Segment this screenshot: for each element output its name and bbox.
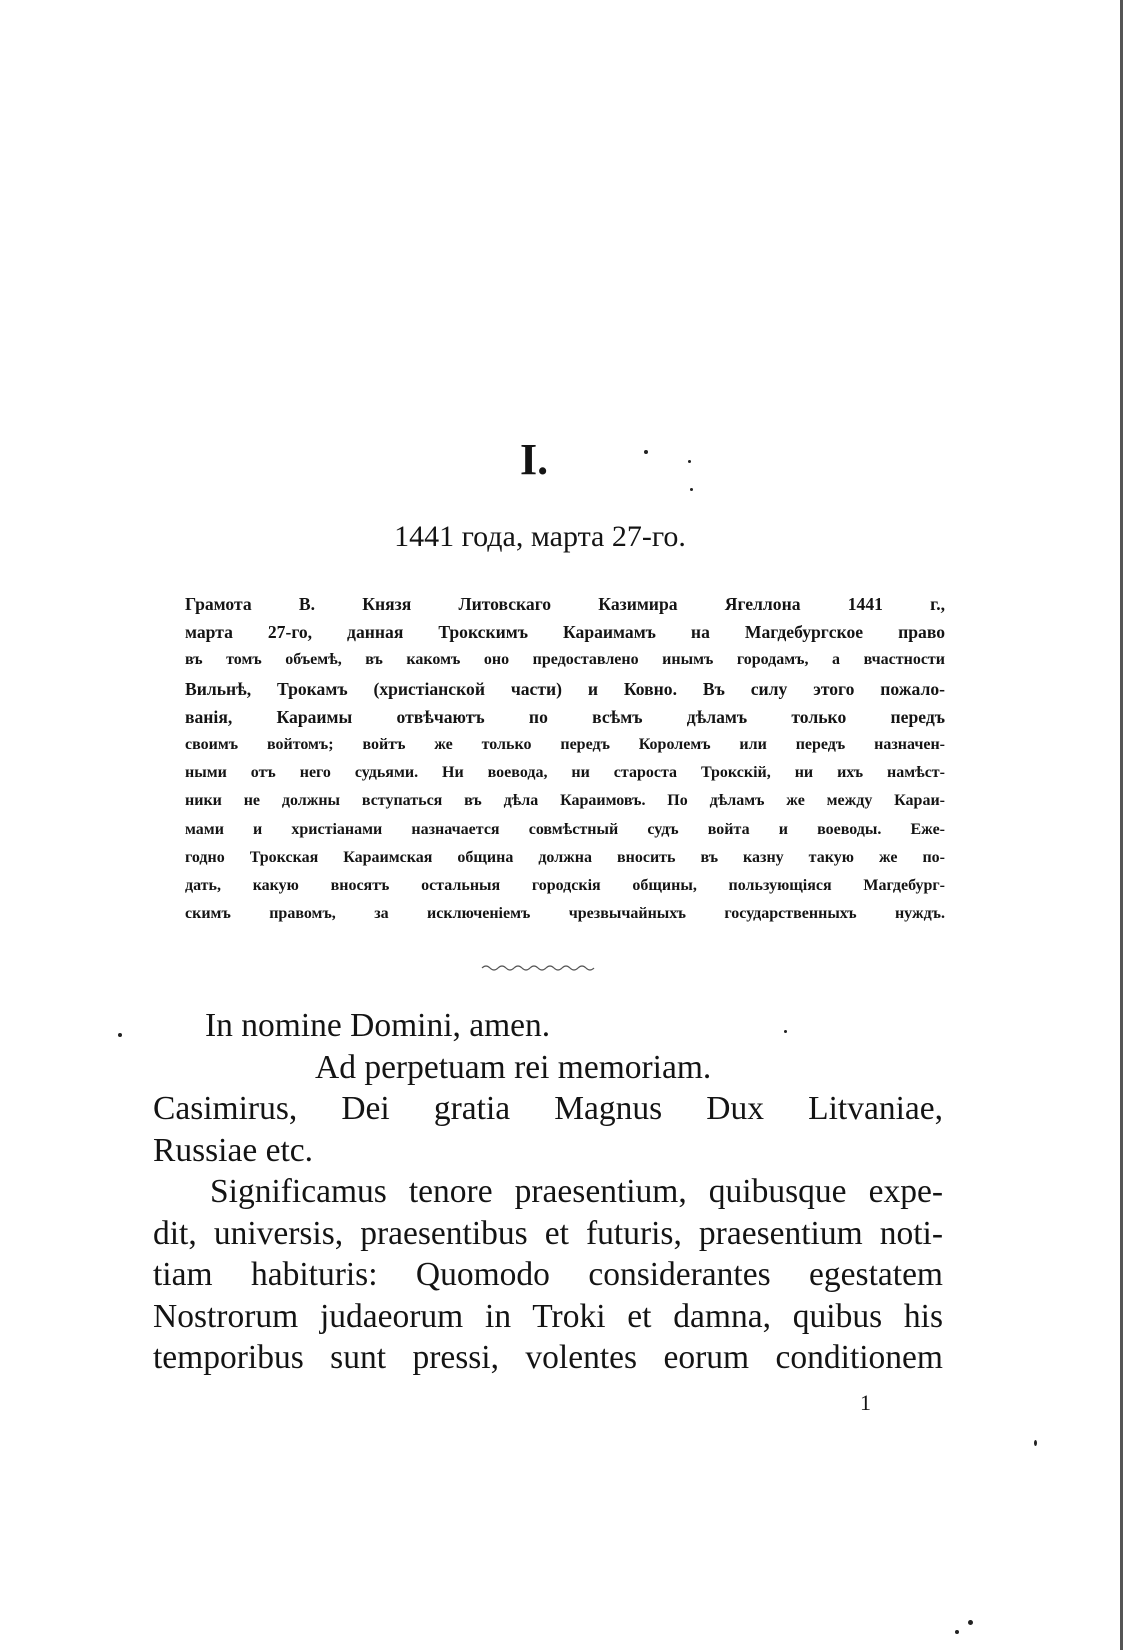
body-line: Significamus tenore praesentium, quibusque expe- [210, 1173, 943, 1210]
summary-line: годно Трокская Караимская община должна вносить въ казну такую же по- [185, 848, 945, 866]
body-line: dit, universis, praesentibus et futuris, praesentium noti- [153, 1214, 943, 1252]
summary-line: марта 27-го, данная Трокскимъ Караимамъ на Магдебургское право [185, 622, 945, 643]
latin-charter-text [0, 1005, 1140, 1379]
scan-speck [690, 488, 693, 491]
summary-line: ными отъ него судьями. Ни воевода, ни староста Трокскiй, ни ихъ намѣст- [185, 764, 945, 782]
russian-summary [185, 590, 945, 928]
memoria-formula: Ad perpetuam rei memoriam. [315, 1048, 712, 1086]
body-line: tiam habituris: Quomodo considerantes egestatem [153, 1256, 943, 1293]
intitulatio-line: Russiae etc. [153, 1131, 314, 1169]
scan-speck [968, 1620, 973, 1625]
summary-line: въ томъ объемѣ, въ какомъ оно предоставлено инымъ городамъ, а вчастности [185, 651, 945, 669]
body-line: temporibus sunt pressi, volentes eorum conditionem [153, 1339, 943, 1376]
scan-speck [955, 1630, 959, 1634]
summary-line: ники не должны вступаться въ дѣла Караимовъ. По дѣламъ же между Караи- [185, 792, 945, 810]
scan-speck [644, 450, 648, 454]
summary-line: дать, какую вносятъ остальныя городскiя общины, пользующiяся Магдебург- [185, 877, 945, 895]
scan-speck [1034, 1440, 1037, 1446]
scan-speck [784, 1030, 787, 1033]
body-line: Nostrorum judaeorum in Troki et damna, quibus his [153, 1297, 943, 1335]
summary-line: Вильнѣ, Трокамъ (христiанской части) и Ковно. Въ силу этого пожало- [185, 678, 945, 699]
summary-line: ванiя, Караимы отвѣчаютъ по всѣмъ дѣламъ только передъ [185, 706, 945, 727]
chapter-numeral: I. [520, 435, 549, 484]
wavy-rule-ornament [480, 963, 600, 973]
summary-line: мами и христiанами назначается совмѣстный судъ войта и воеводы. Еже- [185, 820, 945, 838]
page-number: 1 [860, 1390, 871, 1415]
scan-speck [118, 1033, 122, 1037]
summary-line: своимъ войтомъ; войтъ же только передъ Королемъ или передъ назначен- [185, 736, 945, 754]
scan-speck [688, 460, 691, 463]
intitulatio-line: Casimirus, Dei gratia Magnus Dux Litvaniae, [153, 1090, 943, 1127]
invocation: In nomine Domini, amen. [205, 1007, 551, 1044]
page-edge-shadow [1120, 0, 1123, 1650]
summary-line: Грамота В. Князя Литовскаго Казимира Ягеллона 1441 г., [185, 594, 945, 614]
summary-line: скимъ правомъ, за исключенiемъ чрезвычайныхъ государственныхъ нуждъ. [185, 905, 945, 923]
document-date: 1441 года, марта 27-го. [394, 520, 686, 553]
